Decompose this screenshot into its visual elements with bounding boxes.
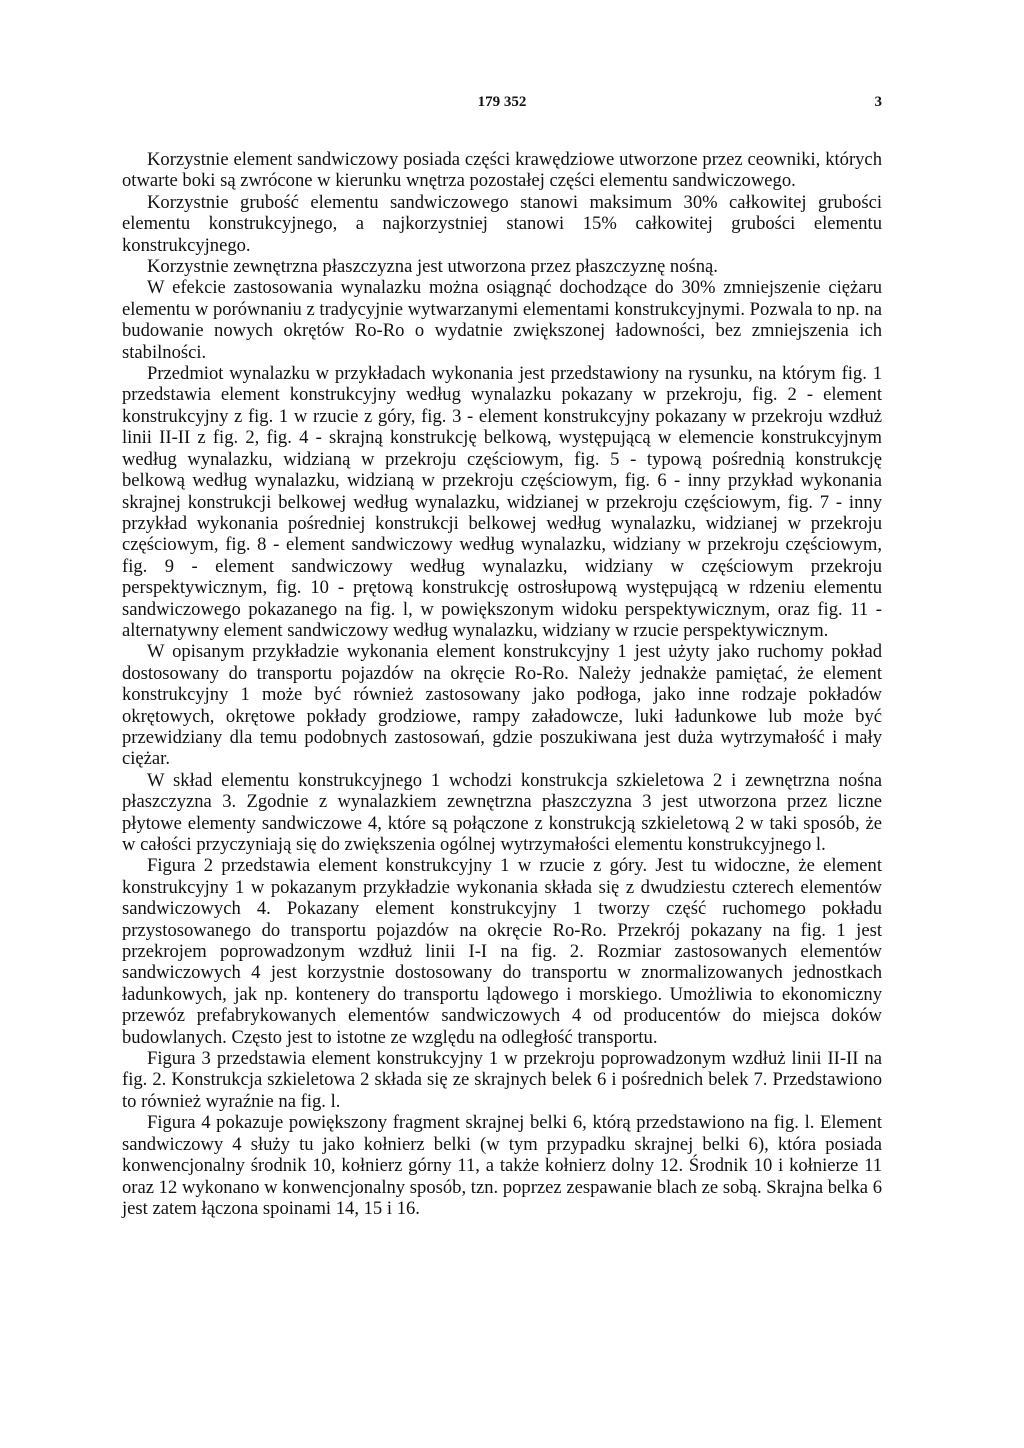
paragraph: Korzystnie element sandwiczowy posiada części krawędziowe utworzone przez ceowniki, których otwarte boki są zwrócone w kierunku wnętrza pozostałej części elementu sandwiczowego. (122, 149, 882, 192)
page-number: 3 (874, 94, 882, 110)
paragraph: Figura 2 przedstawia element konstrukcyjny 1 w rzucie z góry. Jest tu widoczne, że element konstrukcyjny 1 w pokazanym przykładzie wykonania składa się z dwudziestu czterech elementów sandwiczowych 4. Pokazany element konstrukcyjny 1 tworzy część ruchomego pokładu przystosowanego do transportu pojazdów na okręcie Ro-Ro. Przekrój pokazany na fig. 1 jest przekrojem poprowadzonym wzdłuż linii I-I na fig. 2. Rozmiar zastosowanych elementów sandwiczowych 4 jest korzystnie dostosowany do transportu w znormalizowanych jednostkach ładunkowych, jak np. kontenery do transportu lądowego i morskiego. Umożliwia to ekonomiczny przewóz prefabrykowanych elementów sandwiczowych 4 od producentów do miejsca doków budowlanych. Często jest to istotne ze względu na odległość transportu. (122, 855, 882, 1048)
paragraph: Figura 4 pokazuje powiększony fragment skrajnej belki 6, którą przedstawiono na fig. l. Element sandwiczowy 4 służy tu jako kołnierz belki (w tym przypadku skrajnej belki 6), która posiada konwencjonalny środnik 10, kołnierz górny 11, a także kołnierz dolny 12. Środnik 10 i kołnierze 11 oraz 12 wykonano w konwencjonalny sposób, tzn. poprzez zespawanie blach ze sobą. Skrajna belka 6 jest zatem łączona spoinami 14, 15 i 16. (122, 1112, 882, 1219)
patent-number: 179 352 (477, 94, 527, 110)
paragraph: Korzystnie zewnętrzna płaszczyzna jest utworzona przez płaszczyznę nośną. (147, 256, 718, 278)
paragraph: W efekcie zastosowania wynalazku można osiągnąć dochodzące do 30% zmniejszenie ciężaru elementu w porównaniu z tradycyjnie wytwarzanymi elementami konstrukcyjnymi. Pozwala to np. na budowanie nowych okrętów Ro-Ro o wydatnie zwiększonej ładowności, bez zmniejszenia ich stabilności. (122, 277, 882, 363)
paragraph: Korzystnie grubość elementu sandwiczowego stanowi maksimum 30% całkowitej grubości elementu konstrukcyjnego, a najkorzystniej stanowi 15% całkowitej grubości elementu konstrukcyjnego. (122, 191, 882, 256)
paragraph: W skład elementu konstrukcyjnego 1 wchodzi konstrukcja szkieletowa 2 i zewnętrzna nośna płaszczyzna 3. Zgodnie z wynalazkiem zewnętrzna płaszczyzna 3 jest utworzona przez liczne płytowe elementy sandwiczowe 4, które są połączone z konstrukcją szkieletową 2 w taki sposób, że w całości przyczyniają się do zwiększenia ogólnej wytrzymałości elementu konstrukcyjnego l. (122, 769, 882, 855)
body-text (122, 149, 882, 1219)
paragraph: W opisanym przykładzie wykonania element konstrukcyjny 1 jest użyty jako ruchomy pokład dostosowany do transportu pojazdów na okręcie Ro-Ro. Należy jednakże pamiętać, że element konstrukcyjny 1 może być również zastosowany jako podłoga, jako inne rodzaje pokładów okrętowych, okrętowe pokłady grodziowe, rampy załadowcze, luki ładunkowe lub może być przewidziany dla temu podobnych zastosowań, gdzie poszukiwana jest duża wytrzymałość i mały ciężar. (122, 641, 882, 770)
paragraph: Przedmiot wynalazku w przykładach wykonania jest przedstawiony na rysunku, na którym fig. 1 przedstawia element konstrukcyjny według wynalazku pokazany w przekroju, fig. 2 - element konstrukcyjny z fig. 1 w rzucie z góry, fig. 3 - element konstrukcyjny pokazany w przekroju wzdłuż linii II-II z fig. 2, fig. 4 - skrajną konstrukcję belkową, występującą w elemencie konstrukcyjnym według wynalazku, widzianą w przekroju częściowym, fig. 5 - typową pośrednią konstrukcję belkową według wynalazku, widzianą w przekroju częściowym, fig. 6 - inny przykład wykonania skrajnej konstrukcji belkowej według wynalazku, widzianej w przekroju częściowym, fig. 7 - inny przykład wykonania pośredniej konstrukcji belkowej według wynalazku, widzianej w przekroju częściowym, fig. 8 - element sandwiczowy według wynalazku, widziany w przekroju częściowym, fig. 9 - element sandwiczowy według wynalazku, widziany w częściowym przekroju perspektywicznym, fig. 10 - prętową konstrukcję ostrosłupową występującą w rdzeniu elementu sandwiczowego pokazanego na fig. l, w powiększonym widoku perspektywicznym, oraz fig. 11 - alternatywny element sandwiczowy według wynalazku, widziany w rzucie perspektywicznym. (122, 363, 882, 641)
page-header (122, 94, 882, 116)
paragraph: Figura 3 przedstawia element konstrukcyjny 1 w przekroju poprowadzonym wzdłuż linii II-II na fig. 2. Konstrukcja szkieletowa 2 składa się ze skrajnych belek 6 i pośrednich belek 7. Przedstawiono to również wyraźnie na fig. l. (122, 1048, 882, 1112)
